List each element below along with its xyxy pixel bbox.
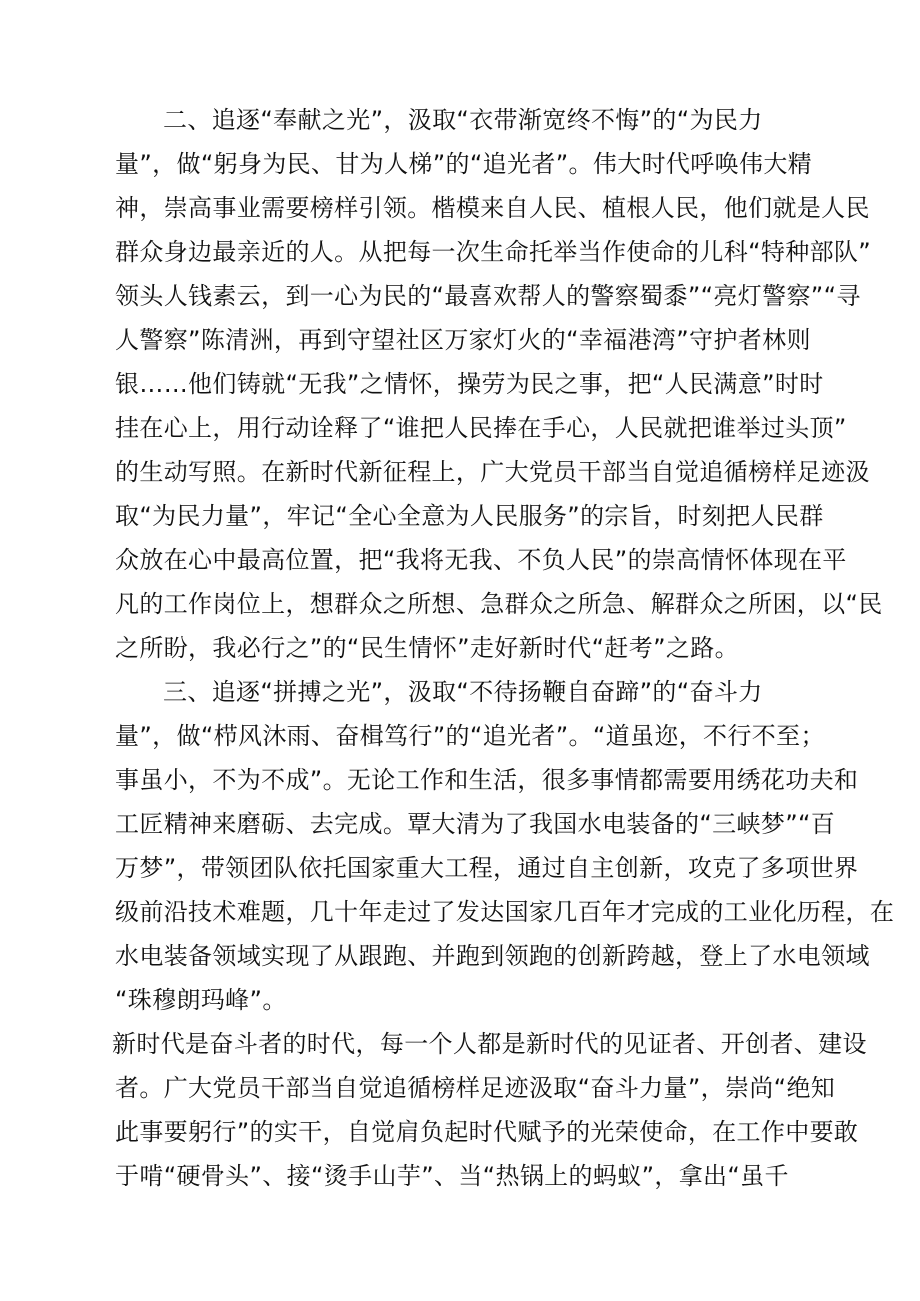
text-line: 神，崇高事业需要榜样引领。楷模来自人民、植根人民，他们就是人民: [115, 194, 870, 222]
paragraph-2-heading-line: 二、追逐“奉献之光”，汲取“衣带渐宽终不悔”的“为民力: [163, 106, 763, 134]
text-line: 工匠精神来磨砺、去完成。覃大清为了我国水电装备的“三峡梦”“百: [115, 810, 836, 838]
text-line: 水电装备领域实现了从跟跑、并跑到领跑的创新跨越，登上了水电领域: [115, 942, 870, 970]
text-line: 者。广大党员干部当自觉追循榜样足迹汲取“奋斗力量”，崇尚“绝知: [115, 1074, 836, 1102]
paragraph-3-heading-line: 三、追逐“拼搏之光”，汲取“不待扬鞭自奋蹄”的“奋斗力: [163, 678, 763, 706]
text-line: 凡的工作岗位上，想群众之所想、急群众之所急、解群众之所困，以“民: [115, 590, 883, 618]
text-line: 众放在心中最高位置，把“我将无我、不负人民”的崇高情怀体现在平: [115, 546, 847, 574]
text-line: 量”，做“栉风沐雨、奋楫笃行”的“追光者”。“道虽迩，不行不至；: [115, 722, 825, 750]
text-line: 级前沿技术难题，几十年走过了发达国家几百年才完成的工业化历程，在: [115, 898, 895, 926]
text-line: 银……他们铸就“无我”之情怀，操劳为民之事，把“人民满意”时时: [115, 370, 824, 398]
text-line: 取“为民力量”，牢记“全心全意为人民服务”的宗旨，时刻把人民群: [115, 502, 824, 530]
text-line: 群众身边最亲近的人。从把每一次生命托举当作使命的儿科“特种部队”: [115, 238, 872, 266]
text-line: 万梦”，带领团队依托国家重大工程，通过自主创新，攻克了多项世界: [115, 854, 859, 882]
text-line: 事虽小，不为不成”。无论工作和生活，很多事情都需要用绣花功夫和: [115, 766, 859, 794]
text-line: 量”，做“躬身为民、甘为人梯”的“追光者”。伟大时代呼唤伟大精: [115, 150, 813, 178]
text-line: 的生动写照。在新时代新征程上，广大党员干部当自觉追循榜样足迹汲: [115, 458, 870, 486]
text-line: 之所盼，我必行之”的“民生情怀”走好新时代“赶考”之路。: [115, 634, 739, 662]
text-line: 此事要躬行”的实干，自觉肩负起时代赋予的光荣使命，在工作中要敢: [115, 1118, 859, 1146]
text-line: 领头人钱素云，到一心为民的“最喜欢帮人的警察蜀黍”“亮灯警察”“寻: [115, 282, 861, 310]
text-line: 挂在心上，用行动诠释了“谁把人民捧在手心，人民就把谁举过头顶”: [115, 414, 847, 442]
text-line: 新时代是奋斗者的时代，每一个人都是新时代的见证者、开创者、建设: [112, 1030, 867, 1058]
text-line: 于啃“硬骨头”、接“烫手山芋”、当“热锅上的蚂蚁”，拿出“虽千: [115, 1162, 789, 1190]
text-line: 人警察”陈清洲，再到守望社区万家灯火的“幸福港湾”守护者林则: [115, 326, 811, 354]
text-line: “珠穆朗玛峰”。: [115, 986, 287, 1014]
